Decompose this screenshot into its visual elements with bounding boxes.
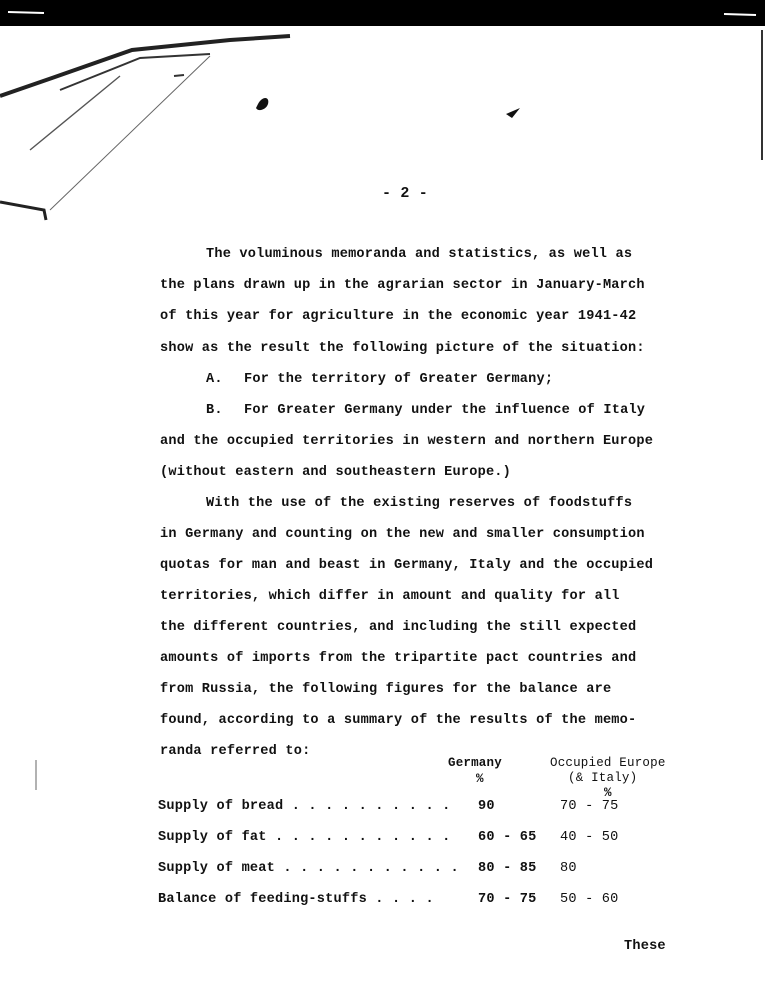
table-cell-occupied: 70 - 75: [560, 799, 619, 814]
table-cell-occupied: 80: [560, 861, 577, 876]
table-row-label: Supply of bread . . . . . . . . . .: [158, 799, 451, 814]
paragraph-line: from Russia, the following figures for the balance are: [160, 682, 612, 697]
paragraph-line: quotas for man and beast in Germany, Italy and the occupied: [160, 558, 654, 573]
list-item-text: For Greater Germany under the influence of Italy: [244, 403, 646, 418]
table-row-label: Supply of meat . . . . . . . . . . .: [158, 861, 459, 876]
table-cell-germany: 90: [478, 799, 495, 814]
table-cell-germany: 80 - 85: [478, 861, 537, 876]
paragraph-line: amounts of imports from the tripartite pact countries and: [160, 651, 637, 666]
paragraph-line: The voluminous memoranda and statistics, as well as: [206, 247, 633, 262]
list-marker: A.: [206, 372, 223, 387]
table-header-germany: Germany: [448, 756, 502, 770]
paragraph-line: With the use of the existing reserves of foodstuffs: [206, 496, 633, 511]
paragraph-line: the different countries, and including the still expected: [160, 620, 637, 635]
paragraph-line: show as the result the following picture of the situation:: [160, 341, 645, 356]
catchword: These: [624, 939, 666, 954]
paragraph-line: of this year for agriculture in the economic year 1941-42: [160, 309, 637, 324]
paragraph-line: territories, which differ in amount and quality for all: [160, 589, 620, 604]
list-marker: B.: [206, 403, 223, 418]
paragraph-line: the plans drawn up in the agrarian sector in January-March: [160, 278, 645, 293]
table-cell-occupied: 40 - 50: [560, 830, 619, 845]
paragraph-line: found, according to a summary of the results of the memo-: [160, 713, 637, 728]
table-header-germany-unit: %: [476, 772, 484, 786]
table-header-occupied: Occupied Europe: [550, 756, 666, 770]
page-number: - 2 -: [382, 185, 429, 202]
list-item-text: For the territory of Greater Germany;: [244, 372, 554, 387]
paragraph-line: randa referred to:: [160, 744, 311, 759]
table-row-label: Balance of feeding-stuffs . . . .: [158, 892, 434, 907]
table-cell-germany: 60 - 65: [478, 830, 537, 845]
paragraph-line: in Germany and counting on the new and smaller consumption: [160, 527, 645, 542]
table-cell-occupied: 50 - 60: [560, 892, 619, 907]
table-cell-germany: 70 - 75: [478, 892, 537, 907]
list-continuation-line: and the occupied territories in western and northern Europe: [160, 434, 654, 449]
list-continuation-line: (without eastern and southeastern Europe.): [160, 465, 512, 480]
table-header-occupied-sub: (& Italy): [568, 771, 638, 785]
table-header-occupied-unit: %: [604, 786, 612, 800]
table-row-label: Supply of fat . . . . . . . . . . .: [158, 830, 451, 845]
